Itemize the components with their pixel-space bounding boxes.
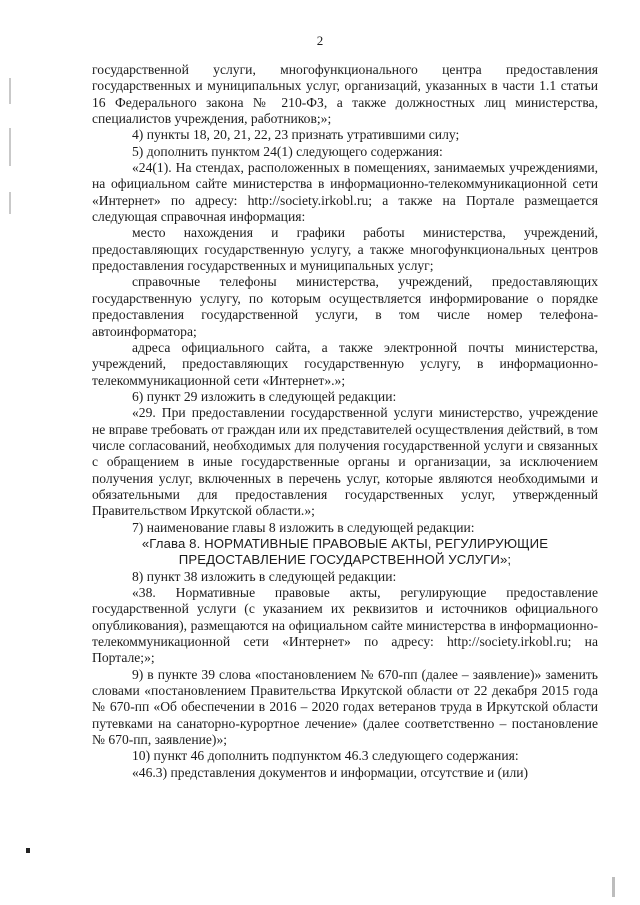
paragraph: «24(1). На стендах, расположенных в помещениях, занимаемых учреждениями, на официальном сайте министерства в информационно-телекоммуникационной сети «Интернет» по адресу: http://society.irkobl.ru; а также на Портале размещается следующая справочная информация: (92, 160, 598, 225)
scan-artifact (612, 877, 615, 897)
chapter-heading: «Глава 8. НОРМАТИВНЫЕ ПРАВОВЫЕ АКТЫ, РЕГУЛИРУЮЩИЕ ПРЕДОСТАВЛЕНИЕ ГОСУДАРСТВЕННОЙ УСЛУГИ»; (141, 535, 549, 568)
paragraph: 10) пункт 46 дополнить подпунктом 46.3 следующего содержания: (132, 748, 519, 764)
paragraph: 9) в пункте 39 слова «постановлением № 670-пп (далее – заявление)» заменить словами «постановлением Правительства Иркутской области от 22 декабря 2015 года № 670-пп «Об обеспечении в 2016 – 2020 годах ветеранов труда в Иркутской области путевками на санаторно-курортное лечение» (далее соответственно – постановление № 670-пп, заявление)»; (92, 666, 598, 748)
paragraph: «29. При предоставлении государственной услуги министерство, учреждение не вправе требовать от граждан или их представителей осуществления действий, в том числе согласований, необходимых для получения государственной услуги и связанных с обращением в иные государственные органы и организации, за исключением получения услуг, включенных в перечень услуг, которые являются необходимыми и обязательными для предоставления государственных услуг, утвержденный Правительством Иркутской области.»; (92, 405, 598, 519)
paragraph: 7) наименование главы 8 изложить в следующей редакции: (132, 519, 475, 535)
paragraph: адреса официального сайта, а также электронной почты министерства, учреждений, предоставляющих государственную услугу, в информационно-телекоммуникационной сети «Интернет».»; (92, 339, 598, 388)
paragraph: справочные телефоны министерства, учреждений, предоставляющих государственную услугу, по которым осуществляется информирование о порядке предоставления государственной услуги, в том числе номер телефона-автоинформатора; (92, 274, 598, 339)
paragraph: «38. Нормативные правовые акты, регулирующие предоставление государственной услуги (с указанием их реквизитов и источников официального опубликования), размещаются на официальном сайте министерства в информационно-телекоммуникационной сети «Интернет» по адресу: http://society.irkobl.ru; на Портале;»; (92, 585, 598, 666)
scan-margin-mark (9, 192, 11, 214)
document-body (92, 62, 598, 781)
scan-artifact (26, 848, 30, 853)
paragraph: 8) пункт 38 изложить в следующей редакции: (132, 568, 397, 584)
paragraph: 6) пункт 29 изложить в следующей редакции: (132, 388, 397, 404)
paragraph: 5) дополнить пунктом 24(1) следующего содержания: (132, 143, 443, 159)
paragraph: 4) пункты 18, 20, 21, 22, 23 признать утратившими силу; (132, 127, 460, 143)
page-number: 2 (316, 33, 324, 48)
scan-margin-mark (9, 78, 11, 104)
paragraph: государственной услуги, многофункционального центра предоставления государственных и муниципальных услуг, организаций, указанных в части 1.1 статьи 16 Федерального закона № 210-ФЗ, а также должностных лиц министерства, специалистов учреждения, работников;»; (92, 62, 598, 127)
paragraph: «46.3) представления документов и информации, отсутствие и (или) (132, 764, 529, 780)
paragraph: место нахождения и графики работы министерства, учреждений, предоставляющих государственную услугу, а также многофункциональных центров предоставления государственных и муниципальных услуг; (92, 225, 598, 274)
scan-margin-mark (9, 128, 11, 166)
